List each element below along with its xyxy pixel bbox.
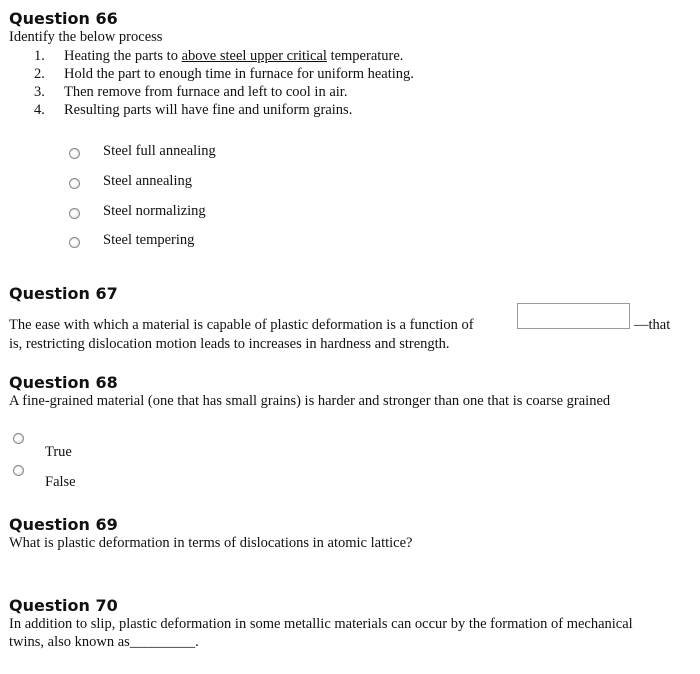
- underlined-phrase: above steel upper critical: [181, 48, 327, 64]
- option-label-tempering[interactable]: Steel tempering: [103, 232, 195, 248]
- option-label-true[interactable]: True: [45, 444, 72, 460]
- question-68-prompt: A fine-grained material (one that has small grains) is harder and stronger than one that is coarse grained: [9, 393, 611, 409]
- option-radio-false[interactable]: [13, 465, 24, 476]
- process-step: 3. Then remove from furnace and left to cool in air.: [34, 84, 348, 100]
- question-70-text-line1: In addition to slip, plastic deformation in some metallic materials can occur by the formation of mechanical: [9, 616, 633, 632]
- process-step: 1. Heating the parts to above steel upper critical temperature.: [34, 48, 404, 64]
- question-67-text-line2: is, restricting dislocation motion leads to increases in hardness and strength.: [9, 336, 450, 352]
- question-66-title: Question 66: [9, 9, 118, 28]
- question-66-prompt: Identify the below process: [9, 29, 163, 45]
- option-radio-true[interactable]: [13, 433, 24, 444]
- question-69-title: Question 69: [9, 515, 118, 534]
- question-70-text-line2: twins, also known as_________.: [9, 634, 199, 650]
- process-steps-list: [34, 47, 414, 119]
- question-67-text-after-blank: —that: [634, 317, 671, 333]
- process-step: 4. Resulting parts will have fine and uniform grains.: [34, 102, 353, 118]
- option-label-normalizing[interactable]: Steel normalizing: [103, 203, 206, 219]
- question-70-title: Question 70: [9, 596, 118, 615]
- question-67-title: Question 67: [9, 284, 118, 303]
- option-radio-full-annealing[interactable]: [69, 148, 80, 159]
- question-67-text-line1: The ease with which a material is capable of plastic deformation is a function of: [9, 317, 474, 333]
- question-69-prompt: What is plastic deformation in terms of dislocations in atomic lattice?: [9, 535, 413, 551]
- option-radio-annealing[interactable]: [69, 178, 80, 189]
- option-radio-normalizing[interactable]: [69, 208, 80, 219]
- fill-in-blank-input[interactable]: [517, 303, 630, 329]
- process-step: 2. Hold the part to enough time in furnace for uniform heating.: [34, 66, 414, 82]
- option-label-full-annealing[interactable]: Steel full annealing: [103, 143, 216, 159]
- option-radio-tempering[interactable]: [69, 237, 80, 248]
- question-68-title: Question 68: [9, 373, 118, 392]
- option-label-false[interactable]: False: [45, 474, 76, 490]
- option-label-annealing[interactable]: Steel annealing: [103, 173, 192, 189]
